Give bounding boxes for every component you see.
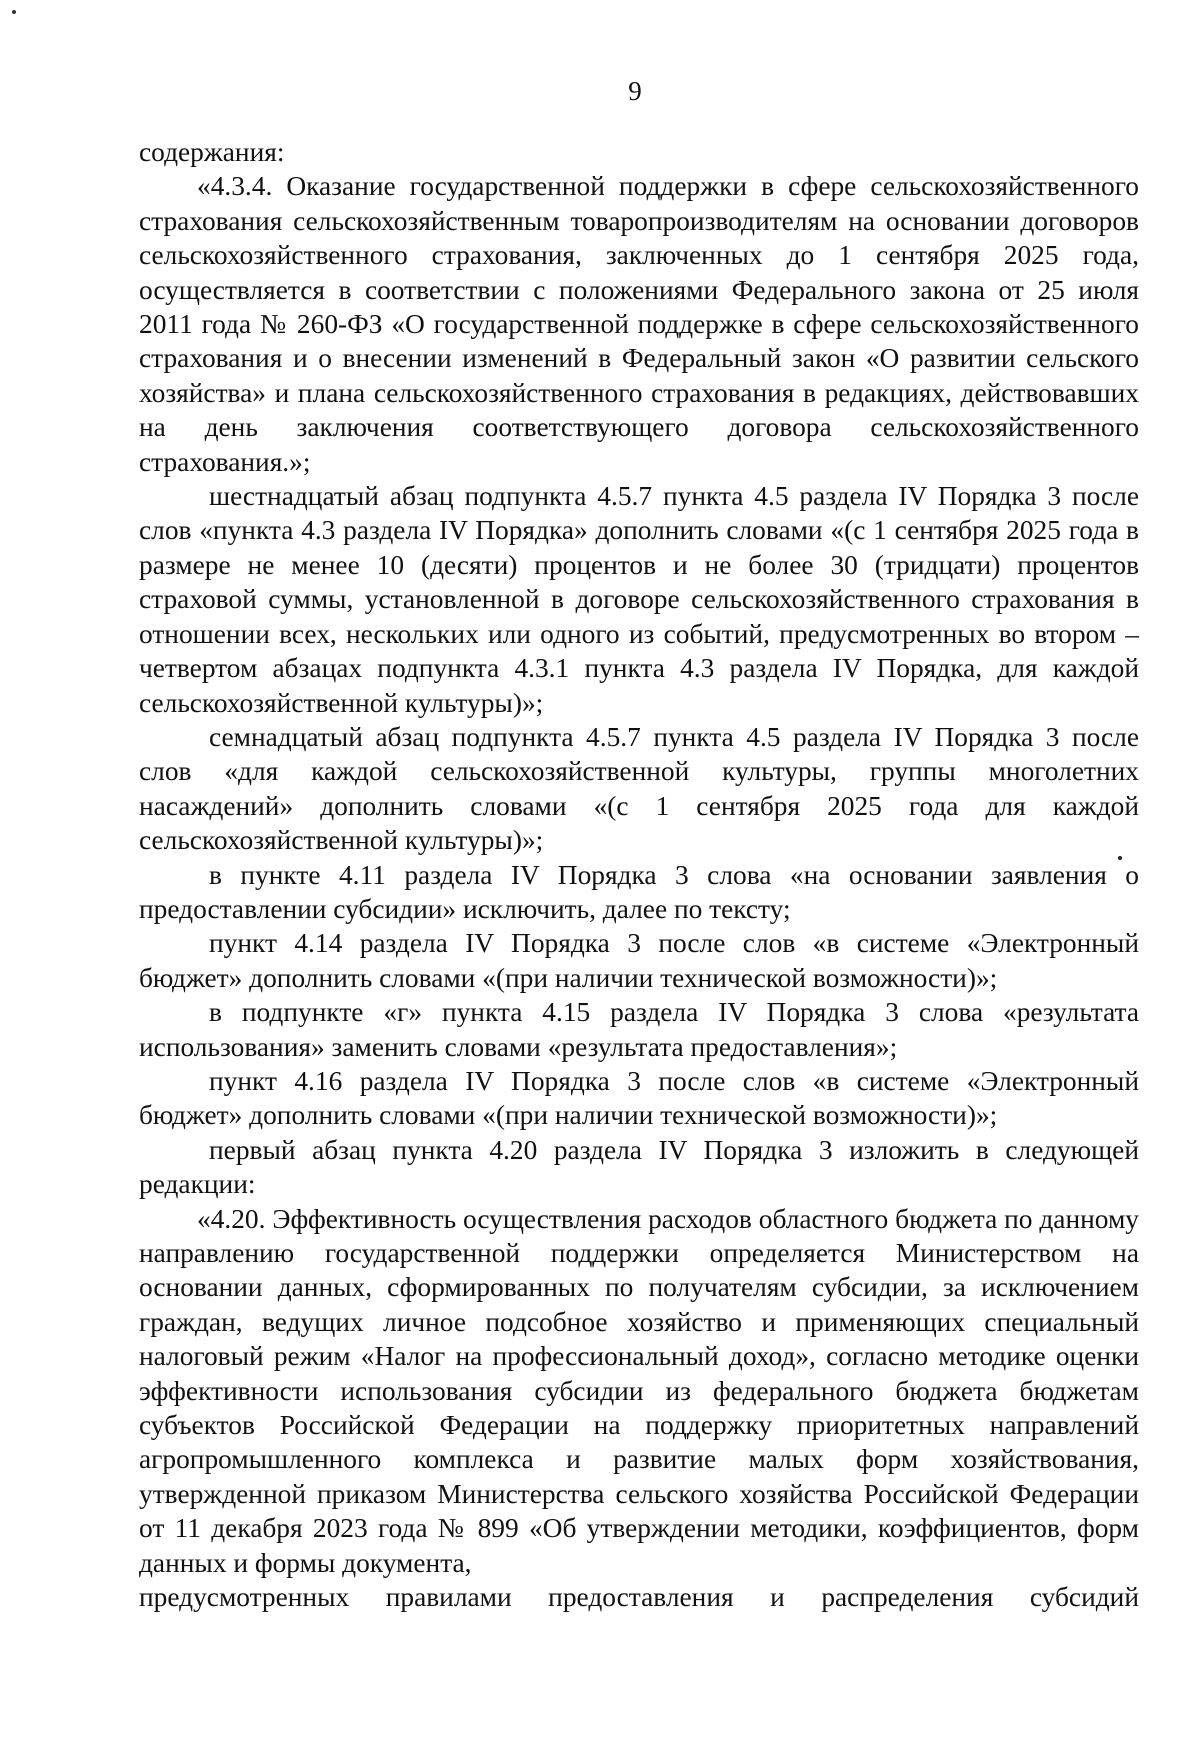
document-body xyxy=(139,135,1139,1614)
paragraph-4-20-quote: «4.20. Эффективность осуществления расходов областного бюджета по данному направлению государственной поддержки определяется Министерством на основании данных, сформированных по получателям субсидии, за исключением граждан, ведущих личное подсобное хозяйство и применяющих специальный налоговый режим «Налог на профессиональный доход», согласно методике оценки эффективности использования субсидии из федерального бюджета бюджетам субъектов Российской Федерации на поддержку приоритетных направлений агропромышленного комплекса и развитие малых форм хозяйствования, утвержденной приказом Министерства сельского хозяйства Российской Федерации от 11 декабря 2023 года № 899 «Об утверждении методики, коэффициентов, форм данных и формы документа, xyxy=(139,1203,1139,1578)
page-number: 9 xyxy=(628,76,642,106)
paragraph-point-4-14: пункт 4.14 раздела IV Порядка 3 после слов «в системе «Электронный бюджет» дополнить словами «(при наличии технической возможности)»; xyxy=(139,928,1139,993)
paragraph-4-3-4-quote: «4.3.4. Оказание государственной поддержки в сфере сельскохозяйственного страхования сельскохозяйственным товаропроизводителям на основании договоров сельскохозяйственного страхования, заключенных до 1 сентября 2025 года, осуществляется в соответствии с положениями Федерального закона от 25 июля 2011 года № 260-ФЗ «О государственной поддержке в сфере сельскохозяйственного страхования и о внесении изменений в Федеральный закон «О развитии сельского хозяйства» и плана сельскохозяйственного страхования в редакциях, действовавших на день заключения соответствующего договора сельскохозяйственного страхования.»; xyxy=(139,171,1139,477)
scan-speck xyxy=(12,10,16,14)
paragraph-continuation: содержания: xyxy=(139,137,285,167)
paragraph-point-4-20-intro: первый абзац пункта 4.20 раздела IV Порядка 3 изложить в следующей редакции: xyxy=(139,1134,1139,1200)
paragraph-point-4-11: в пункте 4.11 раздела IV Порядка 3 слова «на основании заявления о предоставлении субсидии» исключить, далее по тексту; xyxy=(139,859,1139,924)
paragraph-sixteenth-abzac: шестнадцатый абзац подпункта 4.5.7 пункта 4.5 раздела IV Порядка 3 после слов «пункта 4.3 раздела IV Порядка» дополнить словами «(с 1 сентября 2025 года в размере не менее 10 (десяти) процентов и не более 30 (тридцати) процентов страховой суммы, установленной в договоре сельскохозяйственного страхования в отношении всех, нескольких или одного из событий, предусмотренных во втором – четвертом абзацах подпункта 4.3.1 пункта 4.3 раздела IV Порядка, для каждой сельскохозяйственной культуры)»; xyxy=(139,481,1139,718)
paragraph-seventeenth-abzac: семнадцатый абзац подпункта 4.5.7 пункта 4.5 раздела IV Порядка 3 после слов «для каждой сельскохозяйственной культуры, группы многолетних насаждений» дополнить словами «(с 1 сентября 2025 года для каждой сельскохозяйственной культуры)»; xyxy=(139,721,1139,856)
paragraph-point-4-16: пункт 4.16 раздела IV Порядка 3 после слов «в системе «Электронный бюджет» дополнить словами «(при наличии технической возможности)»; xyxy=(139,1065,1139,1131)
paragraph-point-4-15: в подпункте «г» пункта 4.15 раздела IV Порядка 3 слова «результата использования» заменить словами «результата предоставления»; xyxy=(139,997,1139,1062)
paragraph-4-20-quote-last-line: предусмотренных правилами предоставления и распределения субсидий xyxy=(139,1582,1139,1613)
